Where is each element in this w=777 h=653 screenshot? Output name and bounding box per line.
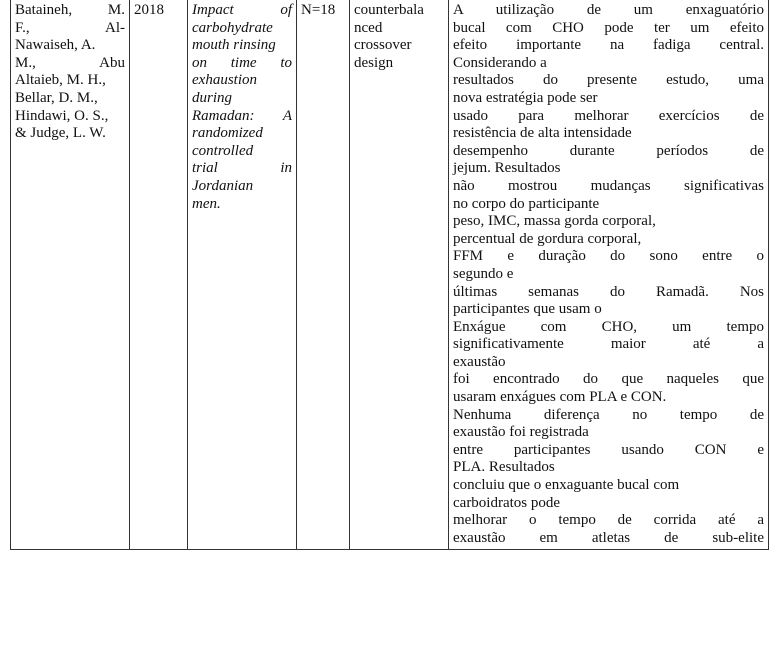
results-line: no corpo do participante bbox=[453, 195, 600, 212]
study-table bbox=[10, 0, 769, 550]
title-line: carbohydrate bbox=[192, 19, 273, 36]
title-line: Impact of bbox=[192, 2, 292, 18]
results-line: PLA. Resultados bbox=[453, 459, 555, 476]
results-line: foi encontrado do que naqueles que bbox=[453, 371, 764, 388]
results-line: concluiu que o enxaguante bucal com bbox=[453, 477, 680, 494]
results-line: Considerando a bbox=[453, 54, 547, 71]
results-line: resistência de alta intensidade bbox=[453, 125, 632, 142]
results-line: Nenhuma diferença no tempo de bbox=[453, 406, 764, 423]
title-line: controlled bbox=[192, 142, 254, 159]
author-line: Altaieb, M. H., bbox=[15, 72, 106, 89]
results-line: peso, IMC, massa gorda corporal, bbox=[453, 213, 656, 230]
title-line: exhaustion bbox=[192, 72, 257, 89]
title-line: on time to bbox=[192, 54, 292, 71]
year-cell: 2018 bbox=[130, 0, 188, 550]
results-line: não mostrou mudanças significativas bbox=[453, 177, 764, 194]
design-line: counterbala bbox=[354, 2, 424, 18]
title-line: Ramadan: A bbox=[192, 107, 292, 124]
results-line: entre participantes usando CON e bbox=[453, 441, 764, 458]
results-line: nova estratégia pode ser bbox=[453, 89, 598, 106]
sample-size-cell: N=18 bbox=[297, 0, 350, 550]
results-line: efeito importante na fadiga central. bbox=[453, 37, 764, 54]
results-line: melhorar o tempo de corrida até a bbox=[453, 512, 764, 529]
author-line: Bataineh, M. bbox=[15, 2, 125, 18]
results-line: últimas semanas do Ramadã. Nos bbox=[453, 283, 764, 300]
results-line: A utilização de um enxaguatório bbox=[453, 2, 764, 18]
results-line: usaram enxágues com PLA e CON. bbox=[453, 389, 667, 406]
results-line: bucal com CHO pode ter um efeito bbox=[453, 19, 764, 36]
authors-cell bbox=[11, 0, 130, 550]
results-line: significativamente maior até a bbox=[453, 336, 764, 353]
results-cell bbox=[449, 0, 769, 550]
results-line: resultados do presente estudo, uma bbox=[453, 72, 764, 89]
design-line: crossover bbox=[354, 37, 412, 54]
title-line: during bbox=[192, 89, 233, 106]
author-line: M., Abu bbox=[15, 54, 125, 71]
results-line: percentual de gordura corporal, bbox=[453, 230, 642, 247]
results-line: exaustão em atletas de sub-elite bbox=[453, 529, 764, 546]
author-line: & Judge, L. W. bbox=[15, 125, 106, 142]
results-line: segundo e bbox=[453, 265, 514, 282]
author-line: Hindawi, O. S., bbox=[15, 107, 109, 124]
results-line: exaustão foi registrada bbox=[453, 424, 589, 441]
results-line: participantes que usam o bbox=[453, 301, 602, 318]
title-cell bbox=[188, 0, 297, 550]
design-line: nced bbox=[354, 19, 383, 36]
table-row bbox=[11, 0, 769, 550]
results-line: desempenho durante períodos de bbox=[453, 142, 764, 159]
results-line: carboidratos pode bbox=[453, 494, 561, 511]
author-line: Nawaiseh, A. bbox=[15, 37, 96, 54]
results-line: jejum. Resultados bbox=[453, 160, 561, 177]
title-line: mouth rinsing bbox=[192, 37, 276, 54]
title-line: men. bbox=[192, 195, 221, 212]
title-line: trial in bbox=[192, 160, 292, 177]
design-line: design bbox=[354, 54, 394, 71]
results-line: usado para melhorar exercícios de bbox=[453, 107, 764, 124]
author-line: F., Al- bbox=[15, 19, 125, 36]
title-line: randomized bbox=[192, 125, 263, 142]
results-line: FFM e duração do sono entre o bbox=[453, 248, 764, 265]
title-line: Jordanian bbox=[192, 177, 254, 194]
results-line: Enxágue com CHO, um tempo bbox=[453, 318, 764, 335]
author-line: Bellar, D. M., bbox=[15, 89, 98, 106]
design-cell bbox=[350, 0, 449, 550]
results-line: exaustão bbox=[453, 353, 506, 370]
